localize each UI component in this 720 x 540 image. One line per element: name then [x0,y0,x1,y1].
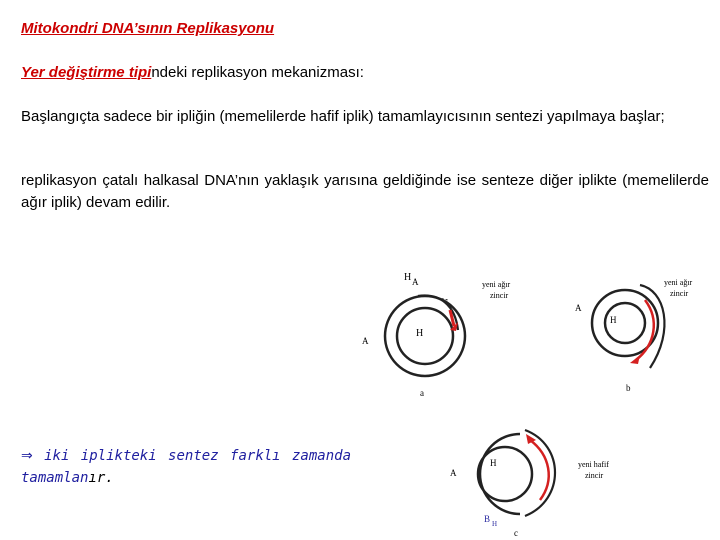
panel-b-new-strand: yeni ağır [664,278,693,287]
panel-b-caption: b [626,383,631,393]
panel-a-ring-label: H [416,328,424,339]
paragraph-1: Başlangıçta sadece bir ipliğin (memelilerde hafif iplik) tamamlayıcısının sentezi yapılmaya başlar; [21,108,665,125]
panel-a-label-h-top: H [404,272,412,283]
panel-c-bottom-sub: H [492,520,498,528]
panel-c-caption: c [514,528,518,538]
panel-c-inner-ring [478,447,532,501]
panel-b-ring-label: H [610,315,617,325]
panel-b [575,278,693,393]
panel-a-label-a-top: A [412,277,419,287]
panel-c-bottom-label: B [484,514,491,524]
subtitle-highlight: Yer değiştirme tipi [21,64,152,81]
panel-c-outer-arc [480,434,520,514]
panel-c-left-label: A [450,468,457,478]
implies-arrow-icon: ⇒ [21,448,33,464]
panel-a-left-label: A [362,336,369,346]
panel-b-new-strand-2: zincir [670,289,689,298]
panel-c-new-strand: yeni hafif [578,460,609,469]
note-text: iki iplikteki sentez farklı zamanda tamamlan [21,448,351,486]
panel-a-inner-ring [397,308,453,364]
page-title: Mitokondri DNA’sının Replikasyonu [21,20,275,37]
panel-b-left-label: A [575,303,582,313]
panel-c [450,430,609,538]
panel-a-new-strand: yeni ağır [482,280,511,289]
panel-a-caption: a [420,388,424,398]
note-end: ır. [88,470,114,486]
panel-c-new-strand-2: zincir [585,471,604,480]
panel-a [362,272,511,398]
panel-a-new-strand-2: zincir [490,291,509,300]
panel-c-ring-label: H [490,458,497,468]
subtitle-rest: ndeki replikasyon mekanizması: [151,64,364,81]
paragraph-2: replikasyon çatalı halkasal DNA’nın yaklaşık yarısına geldiğinde ise senteze diğer iplikte (memelilerde ağır iplik) devam edilir. [21,172,709,211]
